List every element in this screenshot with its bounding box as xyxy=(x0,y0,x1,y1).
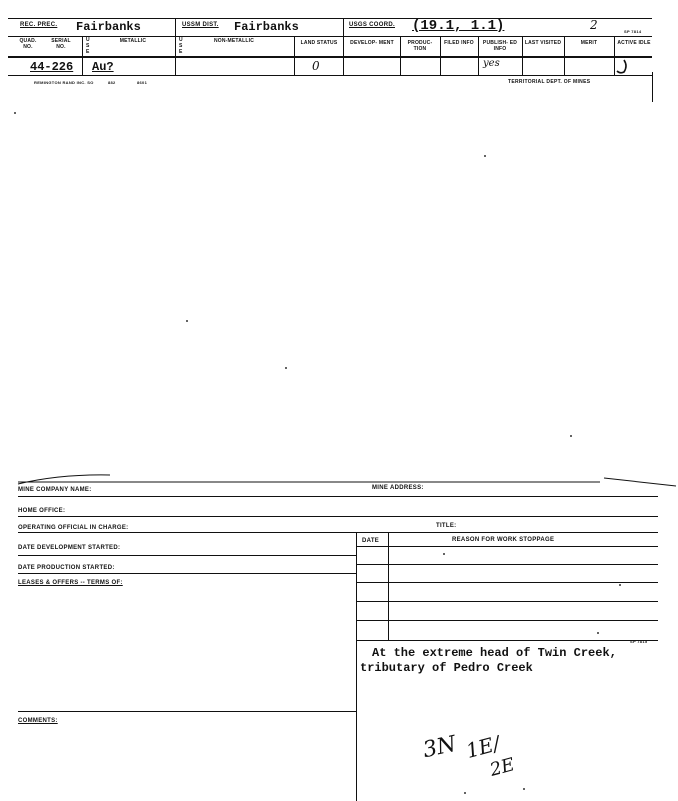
use-letters-2: U S E xyxy=(179,37,183,55)
development-header: DEVELOP- MENT xyxy=(350,40,394,46)
metallic-header: METALLIC xyxy=(119,38,147,44)
production-header: PRODUC- TION xyxy=(407,40,433,52)
reason-column-header: REASON FOR WORK STOPPAGE xyxy=(452,537,555,543)
printer-code-1: 882 xyxy=(108,80,116,85)
last-visited-header: LAST VISITED xyxy=(524,40,562,46)
quad-no-header: QUAD. NO. xyxy=(19,38,37,50)
comments-label: COMMENTS: xyxy=(18,718,58,724)
printer-label: REMINGTON RAND INC. SO xyxy=(34,80,94,85)
handwritten-mark: 2 xyxy=(590,18,598,32)
title-label: TITLE: xyxy=(436,523,457,529)
quad-serial-value: 44-226 xyxy=(30,60,74,74)
handwritten-coord-1: 3N xyxy=(420,731,459,764)
rec-prec-label: REC. PREC. xyxy=(20,22,58,28)
location-note-line-2: tributary of Pedro Creek xyxy=(360,661,533,675)
rec-prec-value: Fairbanks xyxy=(76,20,141,34)
form-number: SP 7814 xyxy=(624,29,642,34)
date-column-header: DATE xyxy=(362,538,380,544)
mine-company-name-label: MINE COMPANY NAME: xyxy=(18,487,92,493)
date-development-started-label: DATE DEVELOPMENT STARTED: xyxy=(18,545,121,551)
metallic-value: Au? xyxy=(92,60,114,74)
filed-info-header: FILED INFO xyxy=(444,40,474,46)
handwritten-coord-3: 2E xyxy=(487,754,517,781)
usgs-coord-value: (19.1, 1.1) xyxy=(412,18,505,34)
leases-offers-label: LEASES & OFFERS -- TERMS OF: xyxy=(18,580,123,586)
land-status-value: 0 xyxy=(312,59,320,73)
home-office-label: HOME OFFICE: xyxy=(18,508,66,514)
mine-address-label: MINE ADDRESS: xyxy=(372,485,424,491)
operating-official-label: OPERATING OFFICIAL IN CHARGE: xyxy=(18,525,129,531)
location-note-line-1: At the extreme head of Twin Creek, xyxy=(372,646,617,660)
handwritten-coord-2: 1E/ xyxy=(463,731,503,763)
use-letters: U S E xyxy=(86,37,90,55)
printer-code-2: 8601 xyxy=(137,80,148,85)
ussm-dist-label: USSM DIST. xyxy=(182,22,219,28)
usgs-coord-label: USGS COORD. xyxy=(349,22,395,28)
date-production-started-label: DATE PRODUCTION STARTED: xyxy=(18,565,115,571)
land-status-header: LAND STATUS xyxy=(300,40,338,46)
ussm-dist-value: Fairbanks xyxy=(234,20,299,34)
published-info-header: PUBLISH- ED INFO xyxy=(482,40,518,52)
agency-label: TERRITORIAL DEPT. OF MINES xyxy=(508,79,591,85)
non-metallic-header: NON-METALLIC xyxy=(213,38,255,44)
active-idle-mark xyxy=(612,58,632,76)
active-idle-header: ACTIVE IDLE xyxy=(617,40,651,46)
lower-form-number: SP 7815 xyxy=(630,639,648,644)
serial-no-header: SERIAL NO. xyxy=(51,38,71,50)
merit-header: MERIT xyxy=(580,40,598,46)
published-info-value: yes xyxy=(483,58,500,69)
